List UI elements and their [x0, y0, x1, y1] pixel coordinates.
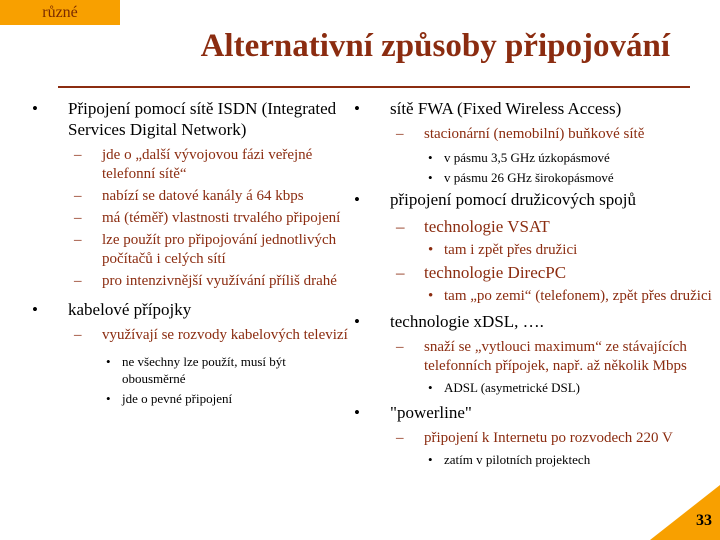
powerline-item: • zatím v pilotních projektech: [352, 451, 718, 468]
bullet-cable: • kabelové přípojky: [30, 299, 350, 320]
bullet-powerline: • "powerline": [352, 402, 718, 423]
direcpc-item: • tam „po zemi“ (telefonem), zpět přes družici: [352, 287, 718, 305]
cable-item: • jde o pevné připojení: [30, 390, 350, 407]
powerline-sub: – připojení k Internetu po rozvodech 220 V: [352, 429, 718, 448]
slide-title: Alternativní způsoby připojování: [200, 28, 670, 64]
cable-item: • ne všechny lze použít, musí být obousměrné: [30, 353, 350, 387]
vsat-item: • tam i zpět přes družici: [352, 241, 718, 259]
page-number: 33: [696, 512, 712, 529]
bullet-isdn: • Připojení pomocí sítě ISDN (Integrated Services Digital Network): [30, 98, 350, 140]
right-column: [352, 98, 718, 471]
section-tag: různé: [0, 0, 120, 25]
direcpc-sub: – technologie DirecPC: [352, 262, 718, 284]
isdn-item: – má (téměř) vlastnosti trvalého připojení: [30, 209, 350, 228]
isdn-item: – jde o „další vývojovou fázi veřejné telefonní sítě“: [30, 146, 350, 184]
cable-sub: – využívají se rozvody kabelových televizí: [30, 326, 350, 345]
left-column: [30, 98, 350, 410]
fwa-item: • v pásmu 26 GHz širokopásmové: [352, 169, 718, 186]
isdn-item: – lze použít pro připojování jednotlivých počítačů i celých sítí: [30, 231, 350, 269]
fwa-item: • v pásmu 3,5 GHz úzkopásmové: [352, 149, 718, 166]
xdsl-sub: – snaží se „vytlouci maximum“ ze stávajících telefonních přípojek, např. až několik Mbps: [352, 338, 718, 376]
isdn-item: – pro intenzivnější využívání příliš drahé: [30, 272, 350, 291]
fwa-sub: – stacionární (nemobilní) buňkové sítě: [352, 125, 718, 144]
bullet-satellite: • připojení pomocí družicových spojů: [352, 189, 718, 210]
isdn-item: – nabízí se datové kanály á 64 kbps: [30, 187, 350, 206]
xdsl-item: • ADSL (asymetrické DSL): [352, 379, 718, 396]
bullet-xdsl: • technologie xDSL, ….: [352, 311, 718, 332]
bullet-fwa: • sítě FWA (Fixed Wireless Access): [352, 98, 718, 119]
vsat-sub: – technologie VSAT: [352, 216, 718, 238]
title-divider: [58, 86, 690, 88]
